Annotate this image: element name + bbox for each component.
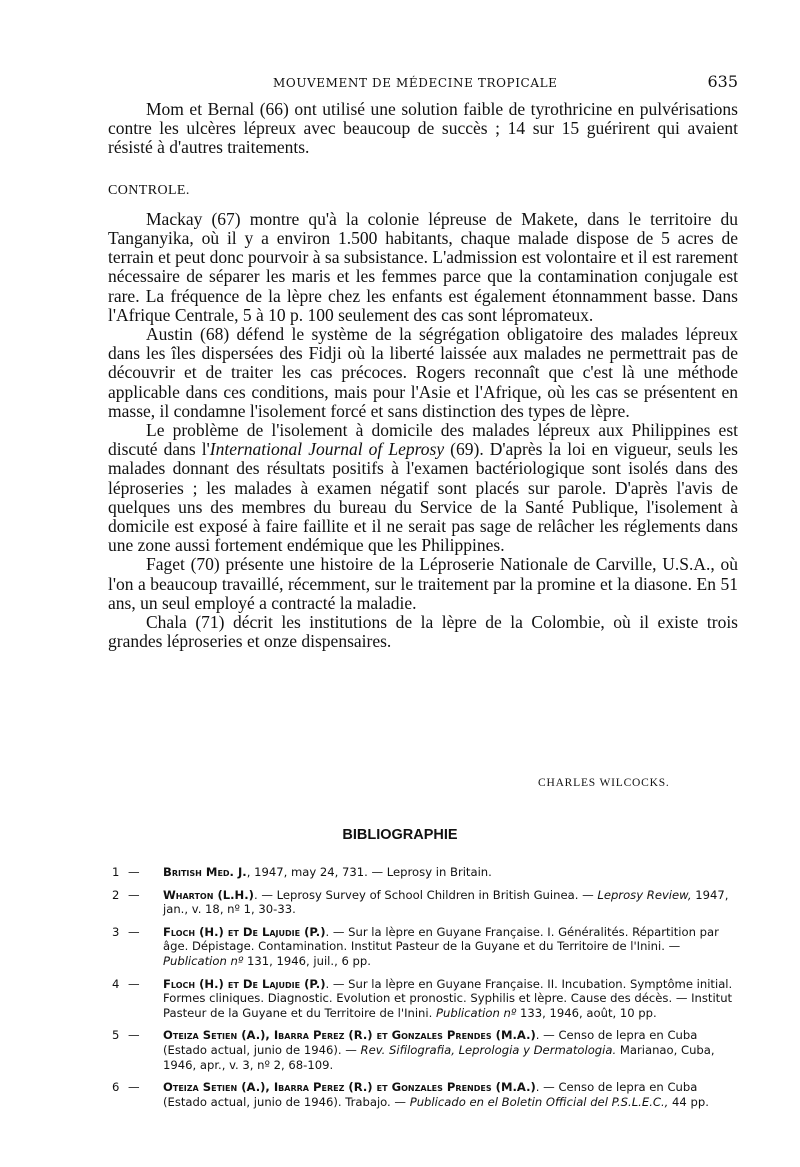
entry-author: Oteiza Setien (A.), Ibarra Perez (R.) et Gonzales Prendes (M.A.): [163, 1028, 536, 1043]
bibliography-title: BIBLIOGRAPHIE: [342, 827, 458, 843]
bibliography-entry: [112, 1080, 737, 1109]
paragraph-5: Faget (70) présente une histoire de la Léproserie Nationale de Carville, U.S.A., où l'on a beaucoup travaillé, récemment, sur le traitement par la promine et la diasone. En 51 ans, un seul employé a contracté la maladie.: [108, 554, 738, 613]
bibliography-entry: [112, 1028, 737, 1072]
entry-dash: —: [128, 887, 140, 902]
entry-journal: Publication nº: [163, 953, 244, 968]
bibliography-entry: [112, 977, 737, 1021]
entry-tail: Marianao, Cuba, 1946, apr., v. 3, nº 2, 68-109.: [163, 1042, 715, 1072]
running-header: [108, 72, 738, 94]
article-body: [108, 100, 738, 651]
entry-tail: 131, 1946, juil., 6 pp.: [243, 953, 371, 968]
paragraph-1: Mom et Bernal (66) ont utilisé une solution faible de tyrothricine en pulvérisations contre les ulcères lépreux avec beaucoup de succès ; 14 sur 15 guérirent qui avaient résisté à d'autres traitements.: [108, 99, 738, 158]
entry-journal: Publication nº: [436, 1005, 517, 1020]
entry-number: 5: [112, 1028, 120, 1043]
entry-text: , 1947, may 24, 731. — Leprosy in Britain.: [246, 865, 492, 879]
bibliography-entry: [112, 925, 737, 969]
running-title: MOUVEMENT DE MÉDECINE TROPICALE: [273, 76, 558, 90]
entry-dash: —: [128, 1028, 140, 1043]
paragraph-3: Austin (68) défend le système de la ségrégation obligatoire des malades lépreux dans les îles dispersées des Fidji où la liberté laissée aux malades ne permettrait pas de découvrir et de traiter les cas précoces. Rogers reconnaît que c'est là une méthode applicable dans ces conditions, mais pour l'Asie et l'Afrique, où les cas se présentent en masse, il condamne l'isolement forcé et sans distinction des types de lèpre.: [108, 324, 738, 421]
section-heading-controle: CONTROLE.: [108, 182, 190, 198]
entry-dash: —: [128, 865, 140, 879]
paragraph-4-end: (69). D'après la loi en vigueur, seuls les malades donnant des résultats positifs à l'examen bactériologique sont isolés dans des léproseries ; les malades à examen négatif sont placés sur parole. D'après l'avis de quelques uns des membres du bureau du Service de la Santé Publique, l'isolement à domicile est exposé à faire faillite et il ne serait pas sage de relâcher les réglements dans une zone aussi fortement endémique que les Philippines.: [108, 439, 738, 556]
entry-text: . — Censo de lepra en Cuba (Estado actual, junio de 1946). —: [163, 1028, 698, 1057]
bibliography-entry: [112, 888, 737, 917]
entry-journal: Publicado en el Boletin Official del P.S.L.E.C.,: [409, 1094, 669, 1109]
entry-text: . — Sur la lèpre en Guyane Française. I. Généralités. Répartition par âge. Dépistage. Contamination. Institut Pasteur de la Guyane et du Territoire de l'Inini. —: [163, 924, 719, 954]
entry-number: 2: [112, 887, 120, 902]
entry-number: 4: [112, 976, 120, 991]
paragraph-6: Chala (71) décrit les institutions de la lèpre de la Colombie, où il existe trois grandes léproseries et onze dispensaires.: [108, 612, 738, 652]
entry-author: British Med. J.: [163, 865, 247, 879]
entry-author: Oteiza Setien (A.), Ibarra Perez (R.) et Gonzales Prendes (M.A.): [163, 1080, 536, 1095]
entry-journal: Leprosy Review,: [597, 887, 692, 902]
entry-journal: Rev. Sifilografia, Leprologia y Dermatologia.: [360, 1042, 617, 1057]
entry-dash: —: [128, 1080, 140, 1095]
journal-title: International Journal of Leprosy: [209, 439, 445, 460]
entry-number: 1: [112, 865, 120, 879]
entry-text: . — Sur la lèpre en Guyane Française. II. Incubation. Symptôme initial. Formes cliniques. Diagnostic. Evolution et pronostic. Syphilis et lèpre. Cause des décès. — Institut Pasteur de la Guyane et du Territoire de l'Inini.: [163, 976, 733, 1020]
entry-author: Floch (H.) et De Lajudie (P.): [163, 924, 326, 939]
paragraph-2: Mackay (67) montre qu'à la colonie lépreuse de Makete, dans le territoire du Tanganyika, où il y a environ 1.500 habitants, chaque malade dispose de 5 acres de terrain et peut donc pourvoir à sa subsistance. L'admission est volontaire et il est rarement nécessaire de séparer les maris et les femmes parce que la contamination conjugale est rare. La fréquence de la lèpre chez les enfants est également étonnamment basse. Dans l'Afrique Centrale, 5 à 10 p. 100 seulement des cas sont lépromateux.: [108, 208, 738, 325]
entry-number: 6: [112, 1080, 120, 1095]
entry-tail: 44 pp.: [668, 1094, 709, 1109]
author-signature: CHARLES WILCOCKS.: [538, 777, 670, 789]
bibliography-entry: [112, 865, 737, 880]
entry-text: . — Censo de lepra en Cuba (Estado actual, junio de 1946). Trabajo. —: [163, 1080, 698, 1109]
entry-dash: —: [128, 976, 140, 991]
entry-number: 3: [112, 924, 120, 939]
paragraph-4-start: Le problème de l'isolement à domicile des malades lépreux aux Philippines est discuté dans l': [108, 420, 738, 460]
entry-author: Wharton (L.H.): [163, 887, 254, 902]
entry-tail: 1947, jan., v. 18, nº 1, 30-33.: [163, 887, 729, 917]
entry-text: . — Leprosy Survey of School Children in British Guinea. —: [253, 887, 598, 902]
entry-dash: —: [128, 924, 140, 939]
entry-author: Floch (H.) et De Lajudie (P.): [163, 976, 326, 991]
page-number: 635: [707, 72, 738, 91]
bibliography-list: [112, 865, 737, 1117]
paragraph-4: [108, 421, 738, 555]
entry-tail: 133, 1946, août, 10 pp.: [516, 1005, 657, 1020]
